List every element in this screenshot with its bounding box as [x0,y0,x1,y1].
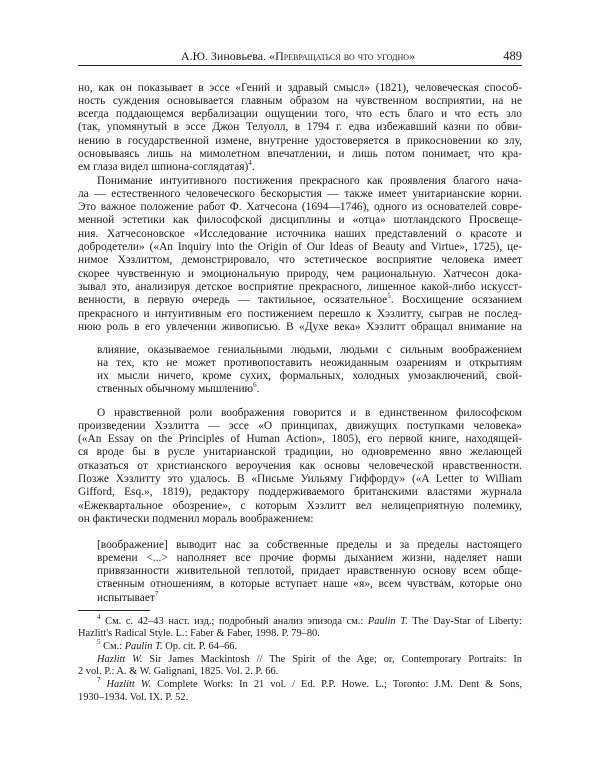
quote-line [97,383,522,396]
text-run: Это важное положение работ Ф. Хатчесона (1694—1746), одного из основателей совре- [78,201,522,214]
text-run: The Day-Star of Liberty: [407,615,522,627]
italic-text: Paulin T. [124,641,163,653]
header-author: А.Ю. Зиновьева. [180,49,270,63]
block-quote [97,344,522,397]
text-line [78,294,522,307]
text-line [78,175,522,188]
text-line [78,513,522,526]
footnote-marker: 4 [248,159,252,168]
text-run: добродетели» («An Inquiry into the Origin of Our Ideas of Beauty and Virtue», 1725), це- [78,241,522,254]
footnote-marker: 7 [154,589,159,598]
text-run: ла — естественного человеческого бескорыстия — также имеет унитарианские корни. [78,187,522,200]
text-line [78,420,522,433]
footnote-marker: 4 [97,612,101,621]
italic-text: Hazlitt W. [106,679,152,691]
text-line [78,433,522,446]
quote-line [97,357,522,370]
quote-line [97,589,522,605]
text-run: ния. Хатчесоновское «Исследование источника наших представлений о красоте и [78,227,522,240]
text-line [78,121,522,134]
text-run: ственным отношениям, в которые вступает наше «я», всем чувствам, которые оно [97,578,522,591]
quote-line [97,578,522,591]
header-divider [78,65,522,66]
footnote-line [78,612,522,629]
quote-line [97,370,522,383]
text-line [78,460,522,473]
text-line [78,254,522,267]
text-run: зывал это, анализируя детское восприятие прекрасного, лишенное какой-либо искусст- [78,280,522,293]
text-run: ся вроде бы в русле унитарианской традиции, но одновременно явно желающей [78,446,522,459]
text-line [78,486,522,499]
text-run: Complete Works: In 21 vol. / Ed. P.P. Howe. L.; Toronto: J.M. Dent & Sons, [151,679,523,691]
text-line [78,148,522,161]
text-run: . Восхищение осязанием [390,294,522,307]
text-line [78,82,522,95]
text-run: влияние, оказываемое гениальными людьми, людьми с сильным воображением [97,343,522,356]
text-run: всегда поддающемся вербализации ощущении того, что есть благо и что есть зло [78,108,522,121]
text-run: . [256,383,260,396]
text-run: нимое Хэзлиттом, демонстрировало, что эстетическое восприятие человека имеет [78,254,522,267]
text-line [78,308,522,321]
text-line [78,473,522,486]
text-run: См.: [100,641,125,653]
italic-text: Paulin T. [367,615,408,627]
text-line [78,446,522,459]
text-run: нению в государственной измене, внутренне удостоверяется в прикосновении ко злу, [78,134,522,147]
text-line [78,201,522,214]
text-run: их мысли ничего, кроме сухих, формальных, холодных умозаключений, свой- [97,370,522,383]
text-run: времени <...> наполняет все прочие формы дыханием жизни, наделяет наши [97,551,522,564]
text-line [78,407,522,420]
text-line [78,108,522,121]
text-line [78,268,522,281]
text-run: О нравственной роли воображения говорится и в единственном философском [97,406,522,419]
text-line [78,161,522,174]
text-run: испытывает [97,591,155,604]
text-run: («An Essay on the Principles of Human Action», 1805), его первой книге, находящей- [78,433,522,446]
text-line [78,500,522,513]
text-run: . [251,161,255,174]
text-run: «Ежеквартальное обозрение», с которым Хэзлитт вел нелицеприятную полемику, [78,499,522,512]
text-run: (так, упомянутый в эссе Джон Телуолл, в 1794 г. едва избежавший казни по обви- [78,121,522,134]
text-run: привязанности живительной теплотой, придает нравственную основу всем обще- [97,565,522,578]
header-article-title: «Превращаться во что угодно» [269,49,416,63]
quote-line [97,344,522,357]
text-run: [воображение] выводит нас за собственные пределы и за пределы настоящего [97,538,522,551]
text-run: на тех, кто не может противопоставить неожиданным озарениям и открытиям [97,356,522,369]
text-run: но, как он показывает в эссе «Гений и здравый смысл» (1821), человеческая способ- [78,81,522,94]
text-run: Hazlitt's Radical Style. L.: Faber & Faber, 1998. P. 79–80. [78,628,320,640]
italic-text: Hazlitt W. [97,653,143,665]
text-run: он фактически подменил мораль воображением: [78,512,314,525]
text-run: менной эстетики как философской дисциплины и «отца» шотландского Просвеще- [78,214,522,227]
footnote-line [78,692,522,705]
text-run: венности, в первую очередь — тактильное, осязательное [78,294,388,307]
quote-line [97,565,522,578]
text-run: Sir James Mackintosh // The Spirit of the Age; or, Contemporary Portraits: In [142,653,522,665]
text-run: Понимание интуитивного постижения прекрасного как проявления благого нача- [97,174,522,187]
footnotes [78,612,523,705]
text-run: Позже Хэзлитту это удалось. В «Письме Уильяму Гиффорду» («A Letter to William [78,472,522,485]
text-run: отказаться от христианского вероучения как основы человеческой нравственности. [78,459,522,472]
footnote-marker: 7 [97,676,101,685]
text-line [78,228,522,241]
running-header [173,49,423,63]
page-number: 489 [503,49,522,63]
text-run: основываясь лишь на мимолетном впечатлении, и лишь потом понимает, что кра- [78,147,522,160]
footnote-divider [78,610,150,611]
footnote-line [78,666,522,679]
text-run: ственных обычному мышлению [97,383,254,396]
text-run: ность суждения основывается главным образом на чувственном восприятии, на не [78,94,522,107]
footnote-marker: 6 [253,381,257,390]
text-run: ем глаза видел шпиона-соглядатая) [78,161,249,174]
quote-line [97,552,522,565]
footnote-line [78,654,522,667]
quote-line [97,539,522,552]
footnote-line [78,638,522,654]
text-run: Gifford, Esq.», 1819), редактору поддерживаемого британскими властями журнала [78,486,522,499]
text-run: 1930–1934. Vol. IX. P. 52. [78,691,189,703]
text-run: прекрасного и интуитивным его постижением перешло к Хэзлитту, сыграв не послед- [78,307,522,320]
text-line [78,188,522,201]
paragraph-block [78,407,522,527]
text-run: Op. cit. P. 64–66. [162,641,238,653]
footnote-line [78,676,523,692]
text-line [78,214,522,227]
text-run: 2 vol. P.: A. & W. Galignani, 1825. Vol. 2. P. 66. [78,666,279,678]
text-run: произведении Хэзлитта — эссе «О принципах, движущих поступками человека» [78,419,522,432]
footnote-marker: 5 [387,292,391,301]
text-line [78,281,522,294]
block-quote [97,539,522,605]
text-run: нюю роль в его увлечении живописью. В «Духе века» Хэзлитт обращал внимание на [78,320,522,333]
footnote-line [78,628,522,641]
text-run: См. с. 42–43 наст. изд.; подробный анализ эпизода см.: [100,615,368,627]
text-line [78,135,522,148]
paragraph-block [78,82,522,335]
text-run: скорее чувственную и эмоциональную природу, чем рациональную. Хатчесон дока- [78,267,522,280]
text-line [78,321,522,334]
text-line [78,95,522,108]
footnote-marker: 5 [97,638,101,647]
text-line [78,241,522,254]
